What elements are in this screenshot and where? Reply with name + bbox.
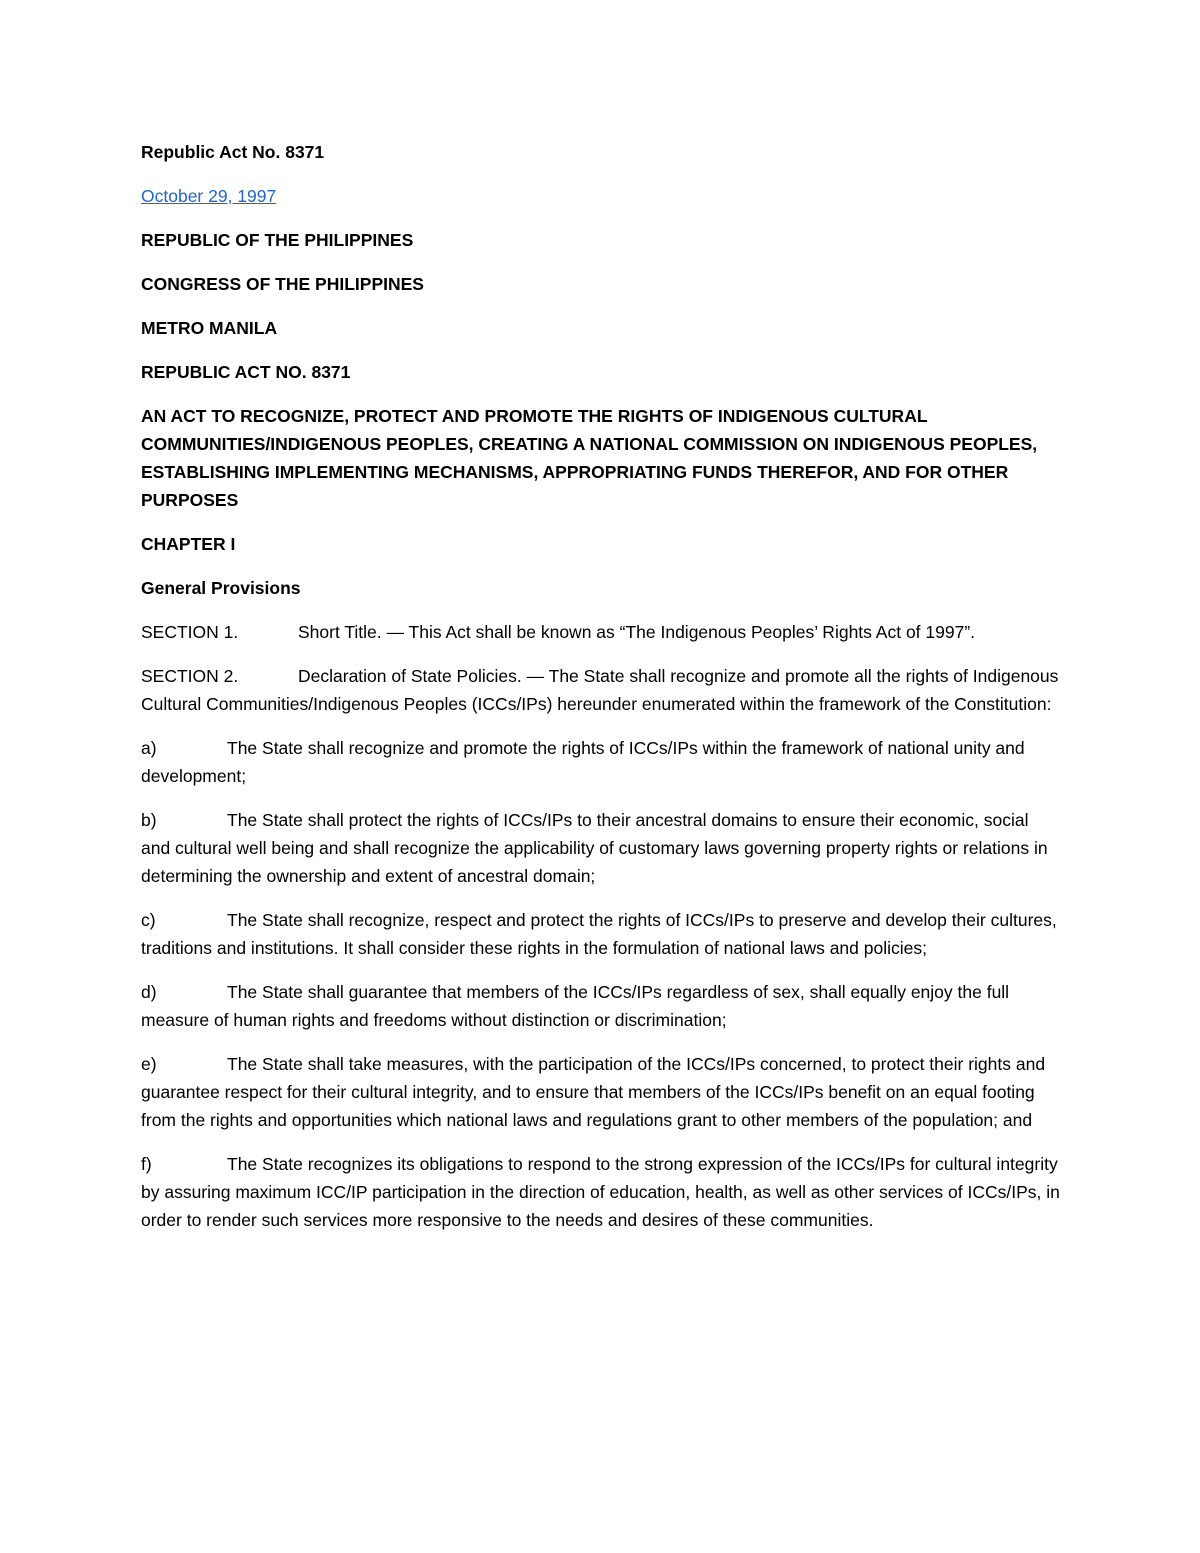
section-2 (141, 662, 1061, 718)
item-marker: d) (141, 982, 157, 1002)
item-text: The State shall recognize, respect and protect the rights of ICCs/IPs to preserve and develop their cultures, traditions and institutions. It shall consider these rights in the formulation of national laws and policies; (141, 910, 1057, 958)
date-link[interactable]: October 29, 1997 (141, 186, 277, 206)
document-page (141, 138, 1061, 1250)
date-paragraph (141, 182, 1061, 210)
list-item-a (141, 734, 1061, 790)
list-item-f (141, 1150, 1061, 1234)
chapter-title: General Provisions (141, 578, 301, 598)
item-marker: b) (141, 810, 157, 830)
item-text: The State shall take measures, with the participation of the ICCs/IPs concerned, to protect their rights and guarantee respect for their cultural integrity, and to ensure that members of the ICCs/IPs benefit on an equal footing from the rights and opportunities which national laws and regulations grant to other members of the population; and (141, 1054, 1046, 1130)
act-title: AN ACT TO RECOGNIZE, PROTECT AND PROMOTE THE RIGHTS OF INDIGENOUS CULTURAL COMMUNITIES/INDIGENOUS PEOPLES, CREATING A NATIONAL COMMISSION ON INDIGENOUS PEOPLES, ESTABLISHING IMPLEMENTING MECHANISMS, APPROPRIATING FUNDS THEREFOR, AND FOR OTHER PURPOSES (141, 406, 1038, 510)
republic-heading: REPUBLIC OF THE PHILIPPINES (141, 230, 414, 250)
congress-heading: CONGRESS OF THE PHILIPPINES (141, 274, 424, 294)
section-text: Declaration of State Policies. — The State shall recognize and promote all the rights of Indigenous Cultural Communities/Indigenous Peoples (ICCs/IPs) hereunder enumerated within the framework of the Constitution: (141, 666, 1059, 714)
section-number: SECTION 2. (141, 666, 239, 686)
item-text: The State shall recognize and promote the rights of ICCs/IPs within the framework of national unity and development; (141, 738, 1025, 786)
section-number: SECTION 1. (141, 622, 239, 642)
item-marker: e) (141, 1054, 157, 1074)
item-marker: f) (141, 1154, 152, 1174)
location-heading: METRO MANILA (141, 318, 278, 338)
item-marker: c) (141, 910, 156, 930)
list-item-d (141, 978, 1061, 1034)
item-text: The State shall protect the rights of ICCs/IPs to their ancestral domains to ensure their economic, social and cultural well being and shall recognize the applicability of customary laws governing property rights or relations in determining the ownership and extent of ancestral domain; (141, 810, 1048, 886)
list-item-b (141, 806, 1061, 890)
item-marker: a) (141, 738, 157, 758)
section-text: Short Title. — This Act shall be known as “The Indigenous Peoples’ Rights Act of 1997”. (298, 622, 976, 642)
item-text: The State shall guarantee that members of the ICCs/IPs regardless of sex, shall equally enjoy the full measure of human rights and freedoms without distinction or discrimination; (141, 982, 1010, 1030)
list-item-c (141, 906, 1061, 962)
item-text: The State recognizes its obligations to respond to the strong expression of the ICCs/IPs for cultural integrity by assuring maximum ICC/IP participation in the direction of education, health, as well as other services of ICCs/IPs, in order to render such services more responsive to the needs and desires of these communities. (141, 1154, 1060, 1230)
list-item-e (141, 1050, 1061, 1134)
act-number-heading: REPUBLIC ACT NO. 8371 (141, 362, 351, 382)
chapter-heading: CHAPTER I (141, 534, 236, 554)
act-heading: Republic Act No. 8371 (141, 142, 325, 162)
section-1 (141, 618, 1061, 646)
